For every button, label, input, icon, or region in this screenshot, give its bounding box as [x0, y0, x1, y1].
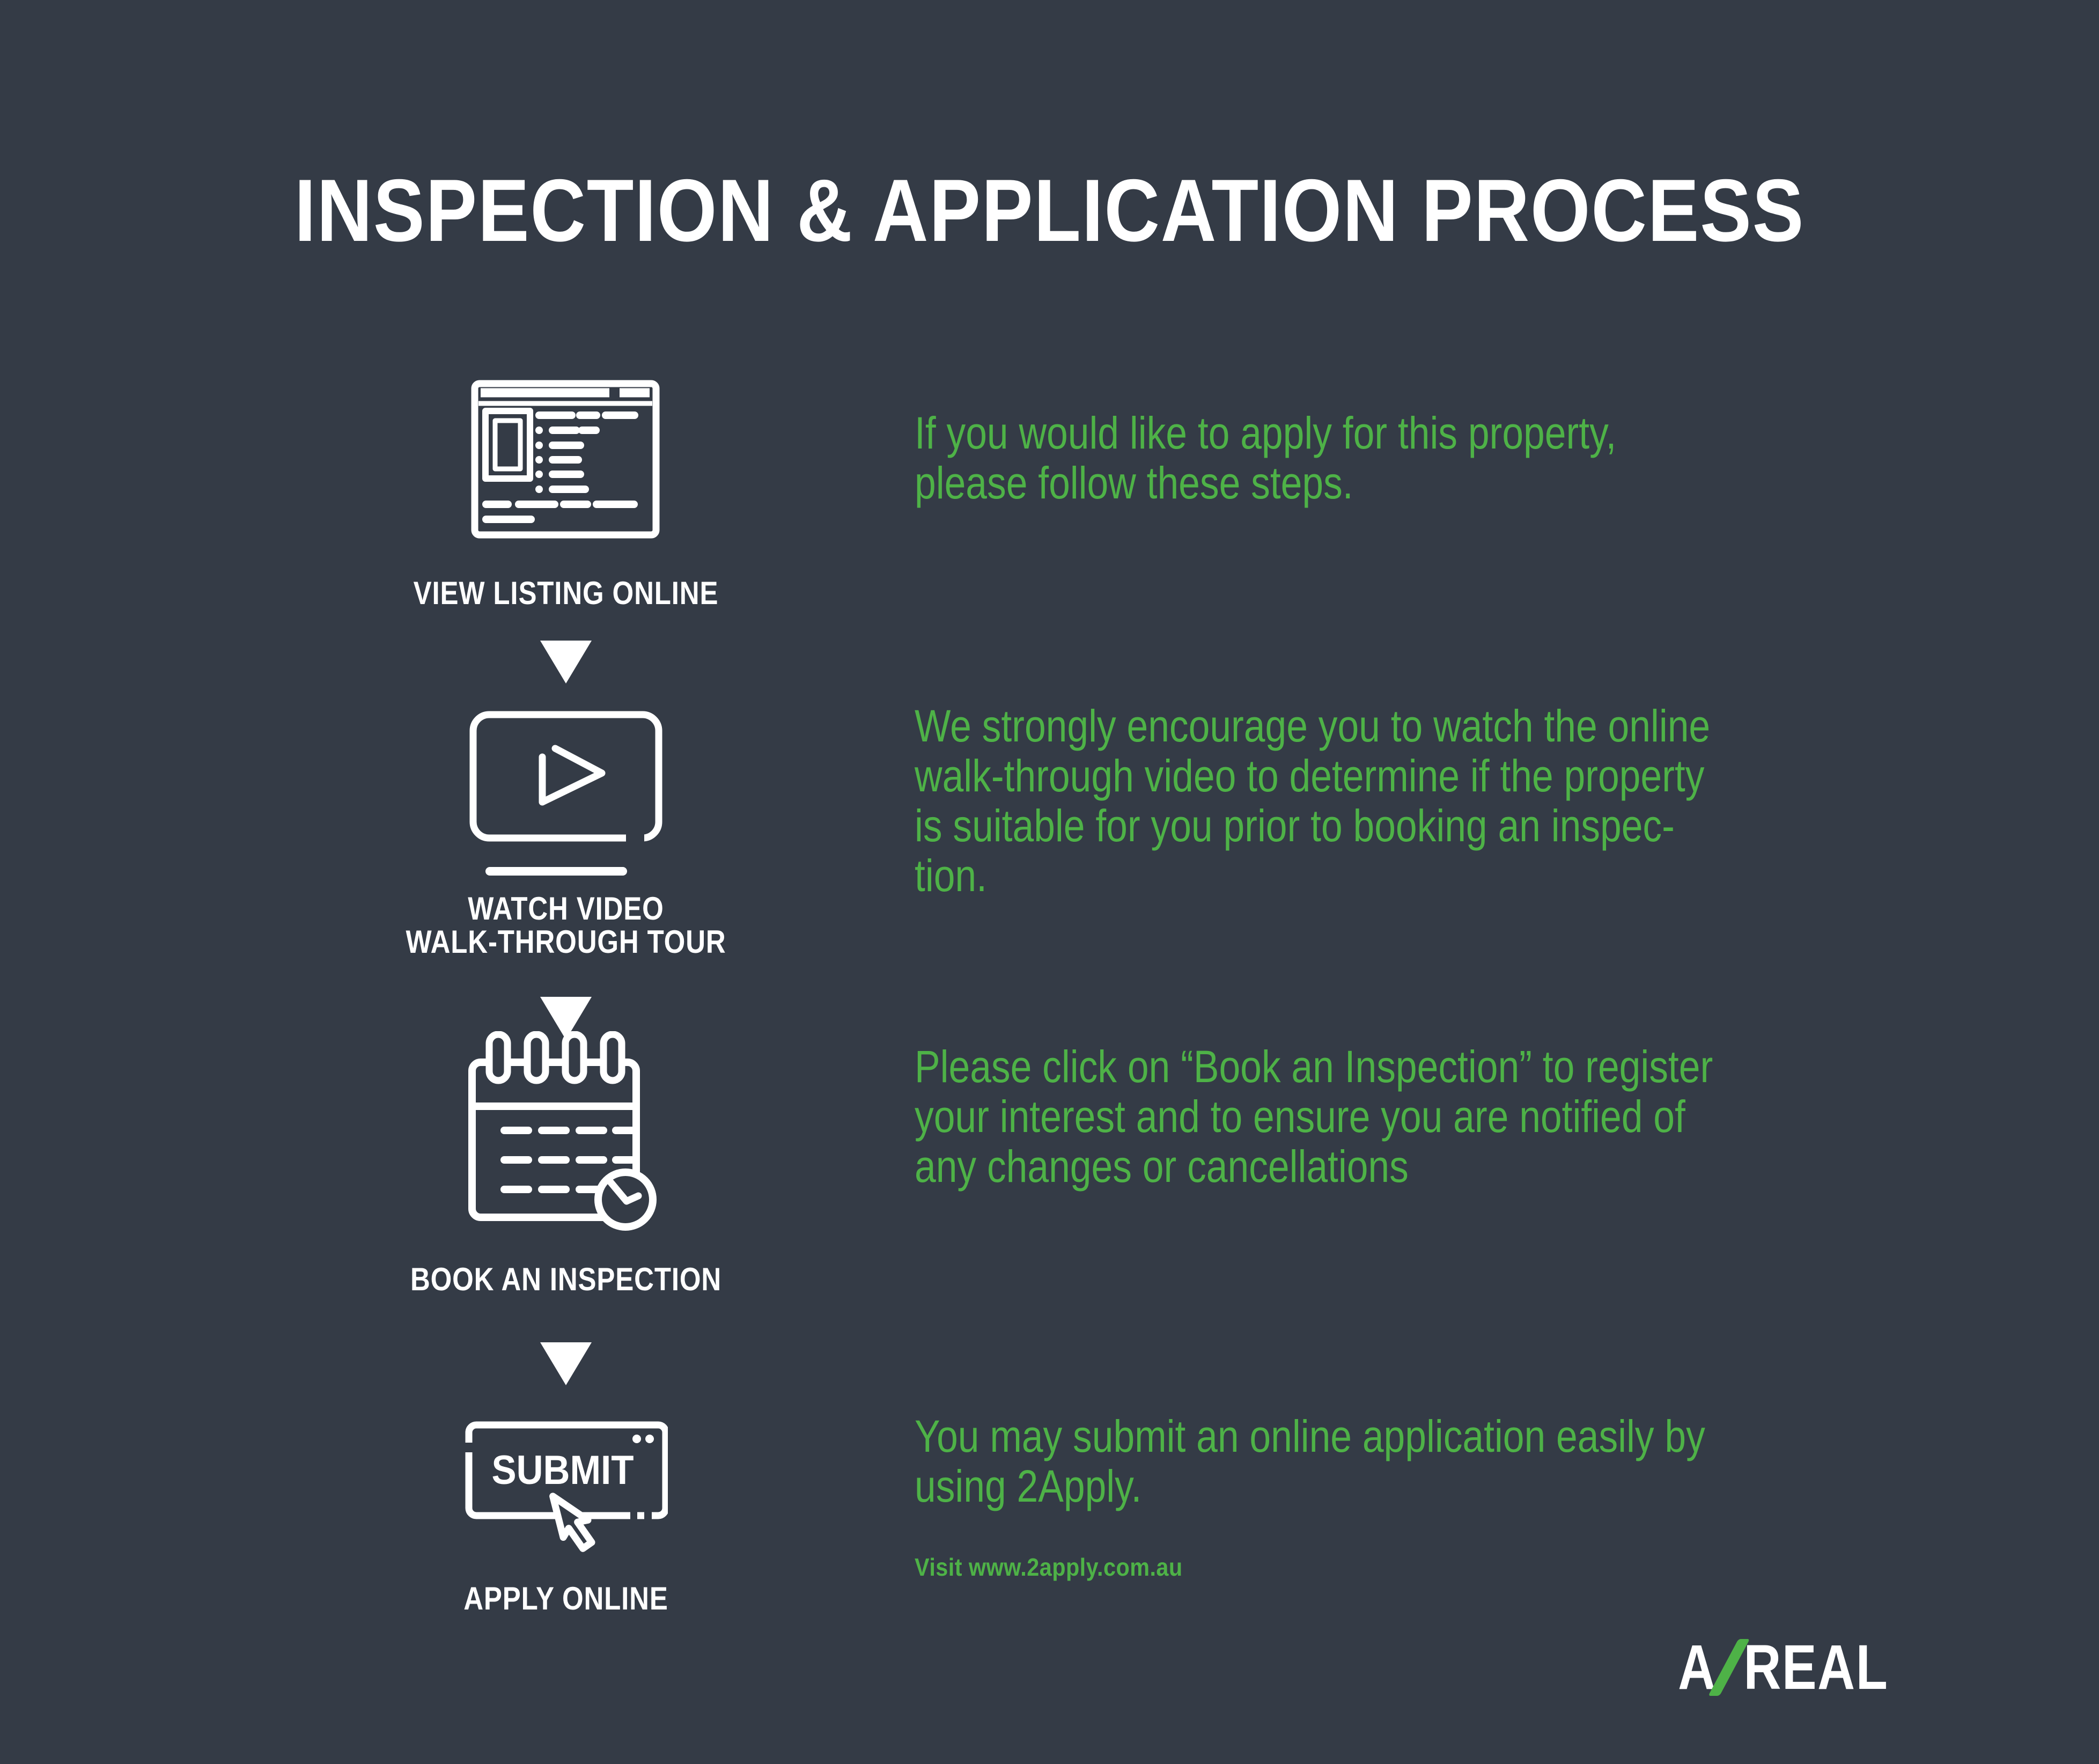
description-line: please follow these steps.: [915, 458, 1353, 508]
step-label-line: BOOK AN INSPECTION: [410, 1261, 722, 1297]
description-line: If you would like to apply for this property,: [915, 408, 1617, 458]
step-label-watch-video: [292, 892, 839, 959]
description-line: your interest and to ensure you are notified of: [915, 1091, 1685, 1142]
page-title: INSPECTION & APPLICATION PROCESS: [294, 161, 1805, 260]
submit-cursor-icon: [464, 1419, 668, 1560]
video-walkthrough-icon: [469, 711, 662, 878]
step-label-apply-online: [292, 1582, 839, 1615]
step-description-3: [915, 1042, 1872, 1192]
step-label-line: APPLY ONLINE: [463, 1581, 668, 1616]
logo-prefix: A: [1677, 1632, 1717, 1703]
description-line: Please click on “Book an Inspection” to register: [915, 1041, 1713, 1092]
description-line: You may submit an online application easily by: [915, 1411, 1705, 1461]
description-line: We strongly encourage you to watch the online: [915, 701, 1711, 751]
description-line: using 2Apply.: [915, 1461, 1142, 1511]
step-description-2: [915, 701, 1872, 901]
description-line: walk-through video to determine if the property: [915, 751, 1705, 801]
visit-url-note: Visit www.2apply.com.au: [915, 1553, 1183, 1581]
description-line: is suitable for you prior to booking an inspec-: [915, 800, 1675, 851]
logo-suffix: REAL: [1743, 1632, 1888, 1703]
step-description-1: [915, 408, 1872, 508]
description-line: tion.: [915, 850, 987, 901]
step-description-4: [915, 1412, 1872, 1511]
down-arrow-icon: [540, 641, 592, 683]
brand-logo: [1677, 1632, 1888, 1703]
step-label-view-listing: [292, 577, 839, 610]
step-label-line: WALK-THROUGH TOUR: [406, 924, 726, 960]
step-label-book-inspection: [292, 1263, 839, 1296]
step-label-line: WATCH VIDEO: [468, 891, 664, 927]
submit-button-label: SUBMIT: [491, 1447, 634, 1493]
description-line: any changes or cancellations: [915, 1141, 1409, 1192]
down-arrow-icon: [540, 1342, 592, 1385]
step-label-line: VIEW LISTING ONLINE: [413, 575, 719, 611]
browser-listing-icon: [471, 380, 660, 539]
calendar-clock-icon: [467, 1031, 667, 1241]
